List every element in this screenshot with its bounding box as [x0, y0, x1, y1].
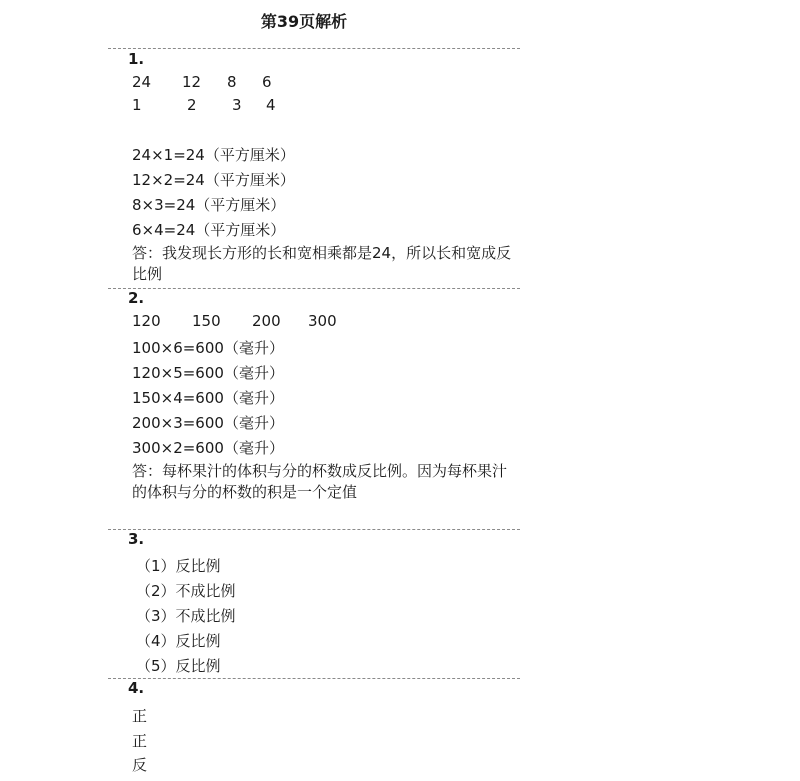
q1-equation: 6×4=24（平方厘米）	[132, 221, 286, 239]
q3-item: （5）反比例	[136, 657, 221, 675]
question-number: 2.	[128, 289, 145, 307]
divider	[108, 48, 520, 49]
q2-equation: 120×5=600（毫升）	[132, 364, 284, 382]
q1-row1-cell: 8	[227, 73, 237, 91]
q1-row2-cell: 4	[266, 96, 276, 114]
question-number: 3.	[128, 530, 145, 548]
q2-row1-cell: 120	[132, 312, 161, 330]
q2-equation: 300×2=600（毫升）	[132, 439, 284, 457]
divider	[108, 288, 520, 289]
q2-row1-cell: 150	[192, 312, 221, 330]
q1-row1	[132, 73, 332, 93]
q3-item: （1）反比例	[136, 557, 221, 575]
q1-answer: 答：我发现长方形的长和宽相乘都是24，所以长和宽成反比例	[132, 244, 512, 283]
q3-item: （4）反比例	[136, 632, 221, 650]
q2-row1	[132, 312, 392, 332]
q2-equation: 100×6=600（毫升）	[132, 339, 284, 357]
question-number: 4.	[128, 679, 145, 697]
question-number: 1.	[128, 50, 145, 68]
q1-row1-cell: 12	[182, 73, 202, 91]
q1-row2	[132, 96, 332, 116]
q1-equation: 12×2=24（平方厘米）	[132, 171, 295, 189]
q1-row2-cell: 1	[132, 96, 142, 114]
q1-row1-cell: 24	[132, 73, 152, 91]
q2-answer: 答：每杯果汁的体积与分的杯数成反比例。因为每杯果汁的体积与分的杯数的积是一个定值	[132, 462, 508, 501]
q1-row1-cell: 6	[262, 73, 272, 91]
q3-item: （3）不成比例	[136, 607, 236, 625]
q2-row1-cell: 300	[308, 312, 337, 330]
q2-row1-cell: 200	[252, 312, 281, 330]
q1-equation: 24×1=24（平方厘米）	[132, 146, 295, 164]
divider	[108, 529, 520, 530]
q1-row2-cell: 2	[187, 96, 197, 114]
divider	[108, 678, 520, 679]
page-title: 第39页解析	[260, 12, 348, 31]
q1-equation: 8×3=24（平方厘米）	[132, 196, 286, 214]
q2-equation: 200×3=600（毫升）	[132, 414, 284, 432]
q4-item: 正	[132, 732, 148, 750]
q3-item: （2）不成比例	[136, 582, 236, 600]
q4-item: 正	[132, 707, 148, 725]
q4-item: 反	[132, 756, 148, 774]
q1-row2-cell: 3	[232, 96, 242, 114]
q2-equation: 150×4=600（毫升）	[132, 389, 284, 407]
